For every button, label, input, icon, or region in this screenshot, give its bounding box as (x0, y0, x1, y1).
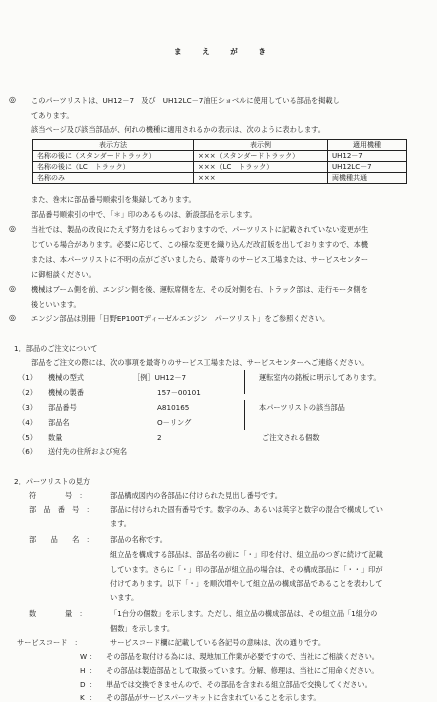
engine-note: エンジン部品は別冊「日野EP100Tディーゼルエンジン パーツリスト」をご参照ください。 (31, 314, 330, 323)
notice-line: または、本パーツリストに不明の点がございましたら、最寄りのサービス工場または、サービスセンター (31, 255, 369, 264)
service-code-desc: その部品がサービスパーツキットに含まれていることを示します。 (106, 693, 321, 702)
page-title: ま え が き (174, 47, 275, 56)
order-note: 本パーツリストの該当部品 (259, 403, 345, 412)
service-code: H (80, 666, 86, 675)
term-desc: 部品に付けられた固有番号です。数字のみ、あるいは英字と数字の混合で構成してい (110, 505, 383, 514)
order-item-num: （4） (18, 418, 37, 427)
bullet-mark: ◎ (9, 224, 16, 233)
table-cell: 名称の後に（LC トラック） (33, 162, 194, 173)
bullet-mark: ◎ (9, 95, 16, 104)
order-item-example: 157－00101 (157, 388, 201, 397)
order-item-num: （3） (18, 403, 37, 412)
order-item-example: O－リング (157, 418, 192, 427)
section-1-intro: 部品をご注文の際には、次の事項を最寄りのサービス工場または、サービスセンターへご連絡ください。 (31, 358, 369, 367)
notice-line: に御相談ください。 (31, 270, 96, 279)
table-header-cell: 表示方法 (33, 140, 194, 151)
term-label: サービスコード ： (17, 638, 82, 647)
order-item-label: 部品番号 (48, 403, 77, 412)
service-code-sep: ： (89, 693, 97, 702)
order-item-example: 2 (157, 433, 162, 442)
section-2-heading: 2．パーツリストの見方 (14, 477, 91, 486)
order-item-label: 機械の製番 (48, 388, 84, 397)
bullet-mark: ◎ (9, 284, 16, 293)
term-desc: 部品の名称です。 (110, 535, 167, 544)
service-code: K (80, 693, 85, 702)
term-desc: います。 (110, 593, 139, 602)
term-label: 部 品 番 号 ： (29, 505, 94, 514)
term-desc: サービスコード欄に記載している各記号の意味は、次の通りです。 (110, 638, 326, 647)
order-item-num: （1） (18, 373, 37, 382)
service-code: D (80, 680, 86, 689)
order-item-example: ［例］UH12－7 (133, 373, 187, 382)
table-cell: UH12－7 (328, 151, 407, 162)
order-item-num: （5） (18, 433, 37, 442)
table-row (33, 151, 407, 162)
term-desc: 「1台分の個数」を示します。ただし、組立品の構成部品は、その組立品「1組分の (110, 609, 378, 618)
note-line: また、巻末に部品番号順索引を集録してあります。 (31, 195, 196, 204)
table-cell: ×××（LC トラック） (194, 162, 328, 173)
table-row (33, 173, 407, 184)
section-1-heading: 1．部品のご注文について (14, 344, 98, 353)
table-cell: 名称のみ (33, 173, 194, 184)
term-label: 符 号 ： (29, 491, 87, 500)
service-code-desc: その部品を取付ける為には、現地加工作業が必要ですので、当社にご相談ください。 (106, 652, 379, 661)
service-code-desc: 単品では交換できませんので、その部品を含まれる組立部品で交換してください。 (106, 680, 372, 689)
term-desc: 組立品を構成する部品は、部品名の前に「・」印を付け、組立品のつぎに続けて記載 (110, 550, 383, 559)
table-header-cell: 適用機種 (328, 140, 407, 151)
service-code-sep: ： (89, 652, 97, 661)
table-cell: 名称の後に（スタンダードトラック） (33, 151, 194, 162)
term-desc: ます。 (110, 519, 131, 528)
service-code: W (80, 652, 88, 661)
notice-line: じている場合があります。必要に応じて、この様な変更を織り込んだ改訂版を出しておりますので、本機 (31, 240, 368, 249)
order-item-num: （2） (18, 388, 37, 397)
order-item-label: 部品名 (48, 418, 70, 427)
bullet-mark: ◎ (9, 313, 16, 322)
term-desc: 個数」を示します。 (110, 624, 175, 633)
order-item-example: A810165 (157, 403, 190, 412)
table-cell: ×××（スタンダードトラック） (194, 151, 328, 162)
order-item-num: （6） (18, 447, 37, 456)
term-desc: 部品構成図内の各部品に付けられた見出し番号です。 (110, 491, 282, 500)
bracket (241, 400, 245, 430)
order-item-label: 機械の型式 (48, 373, 84, 382)
direction-line: 機械はブーム側を前、エンジン側を後、運転席側を左、その反対側を右、トラック部は、走行モータ側を (31, 285, 368, 294)
service-code-desc: その部品は製造部品として取扱っています。分解、修理は、当社にご用命ください。 (106, 666, 379, 675)
table-cell: 両機種共通 (328, 173, 407, 184)
table-cell: ××× (194, 173, 328, 184)
bracket (241, 370, 245, 394)
table-cell: UH12LC－7 (328, 162, 407, 173)
table-header-cell: 表示例 (194, 140, 328, 151)
term-label: 部 品 名 ： (29, 535, 94, 544)
intro-line-1: このパーツリストは、UH12－7 及び UH12LC－7油圧ショベルに使用している部品を掲載し (31, 96, 340, 105)
applicability-table (32, 139, 407, 184)
order-item-label: 数量 (48, 433, 63, 442)
order-note: ご注文される個数 (262, 433, 320, 442)
term-label: 数 量 ： (29, 609, 87, 618)
intro-line-3: 該当ページ及び該当部品が、何れの機種に適用されるかの表示は、次のように表わします。 (31, 125, 325, 134)
term-desc: 付けてあります。以下「・」を順次増やして組立品の構成部品であることを表わして (110, 579, 383, 588)
term-desc: しています。さらに「・」印の部品が組立品の場合は、その構成部品に「・・」印が (110, 565, 383, 574)
table-header-row (33, 140, 407, 151)
notice-line: 当社では、製品の改良にたえず努力をはらっておりますので、パーツリストに記載されていない変更が生 (31, 225, 369, 234)
note-line: 部品番号順索引の中で、「＊」印のあるものは、新設部品を示します。 (31, 210, 257, 219)
service-code-sep: ： (89, 680, 97, 689)
table-row (33, 162, 407, 173)
order-note: 運転室内の銘板に明示してあります。 (259, 373, 381, 382)
service-code-sep: ： (89, 666, 97, 675)
direction-line: 後といいます。 (31, 300, 81, 309)
order-item-label: 送付先の住所および宛名 (48, 447, 128, 456)
intro-line-2: てあります。 (31, 111, 74, 120)
